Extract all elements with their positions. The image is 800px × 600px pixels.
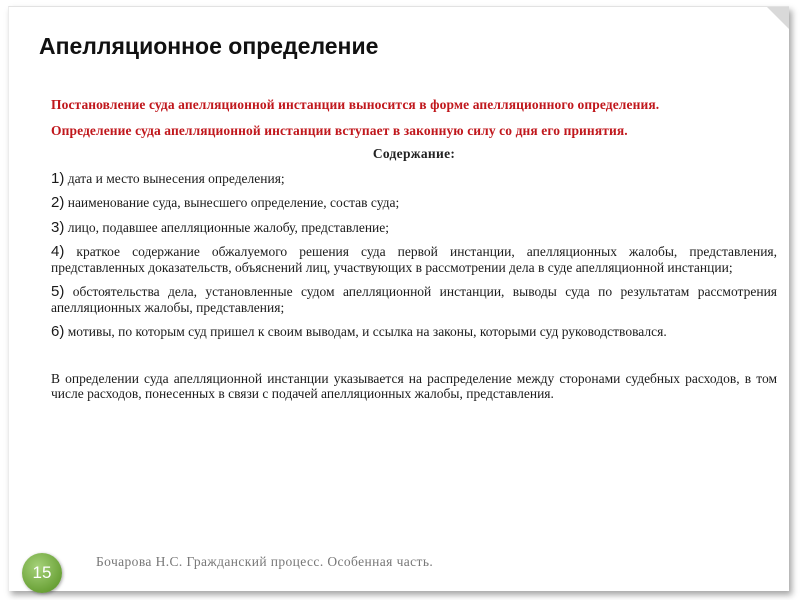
closing-paragraph: В определении суда апелляционной инстанции указывается на распределение между сторонами судебных расходов, в том числе расходов, понесенных в связи с подачей апелляционных жалобы, представления.	[51, 370, 777, 401]
content-item-2	[51, 195, 777, 211]
page-number-badge: 15	[22, 553, 62, 593]
item-text: наименование суда, вынесшего определение, состав суда;	[67, 195, 400, 210]
item-number: 4)	[51, 243, 65, 260]
content-item-6	[51, 324, 777, 340]
red-paragraph-form: Постановление суда апелляционной инстанции выносится в форме апелляционного определения.	[51, 97, 660, 112]
item-number: 5)	[51, 283, 65, 300]
item-text: краткое содержание обжалуемого решения суда первой инстанции, апелляционных жалобы, представления, представленных доказательств, объяснений лиц, участвующих в рассмотрении дела в суде апелляционной инстанции;	[51, 244, 778, 275]
content-item-4	[51, 244, 777, 275]
item-text: мотивы, по которым суд пришел к своим выводам, и ссылка на законы, которыми суд руководствовался.	[67, 324, 667, 339]
item-number: 2)	[51, 194, 65, 211]
red-paragraph-force: Определение суда апелляционной инстанции вступает в законную силу со дня его принятия.	[51, 122, 628, 138]
content-item-1	[51, 171, 777, 187]
content-item-5	[51, 284, 777, 315]
item-text: дата и место вынесения определения;	[67, 170, 285, 186]
page-corner-fold	[767, 7, 789, 29]
slide-body	[51, 97, 777, 415]
slide	[8, 6, 789, 591]
item-text: обстоятельства дела, установленные судом апелляционной инстанции, выводы суда по результатам рассмотрения апелляционных жалобы, представления;	[51, 284, 778, 315]
item-number: 3)	[51, 218, 65, 236]
item-number: 1)	[51, 169, 65, 187]
item-number: 6)	[51, 323, 65, 340]
content-heading: Содержание:	[372, 146, 456, 161]
content-item-3	[51, 220, 777, 236]
slide-title: Апелляционное определение	[39, 33, 379, 59]
footer-text: Бочарова Н.С. Гражданский процесс. Особенная часть.	[96, 554, 434, 569]
item-text: лицо, подавшее апелляционные жалобу, представление;	[67, 219, 390, 235]
